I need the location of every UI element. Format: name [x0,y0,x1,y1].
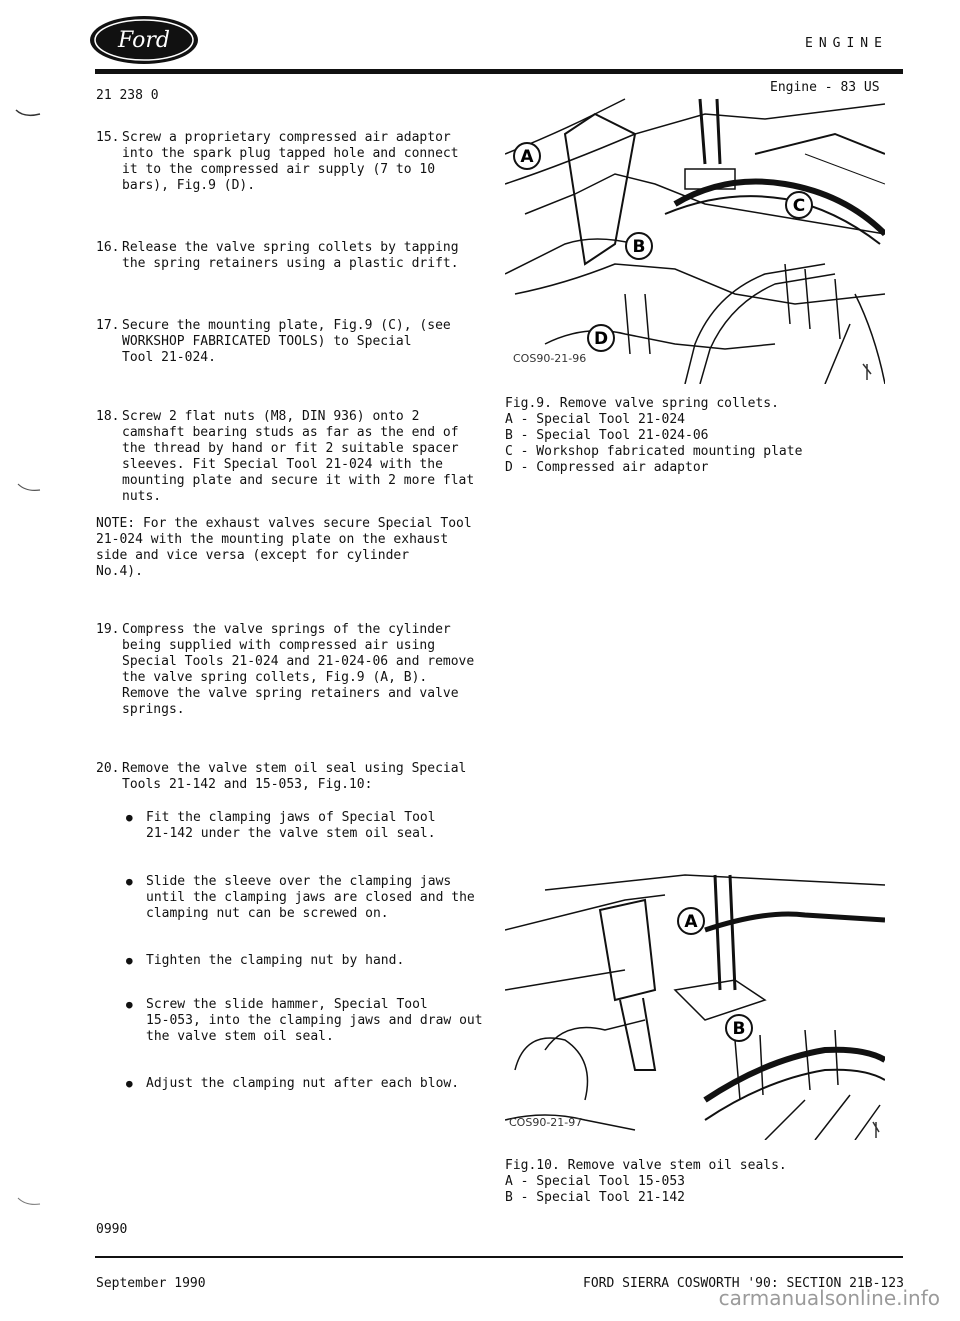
bullet-item [126,810,496,842]
step-18 [96,409,496,505]
page-subtitle: Engine - 83 US [770,80,880,95]
step-number: 17. [96,318,120,333]
step-19 [96,622,496,718]
step-15 [96,130,496,194]
bullet-item [126,953,496,969]
step-text: Remove the valve stem oil seal using Special Tools 21-142 and 15-053, Fig.10: [122,761,467,792]
step-number: 16. [96,240,120,255]
fig10-label-b: B [732,1019,746,1039]
brand-text: Ford [118,28,170,53]
fig9-label-b: B [632,237,646,257]
step-text: Screw 2 flat nuts (M8, DIN 936) onto 2 camshaft bearing studs as far as the end of the thread by hand or fit 2 suitable spacer sleeves. Fit Special Tool 21-024 with the mounting plate and secure it with 2 more flat nuts. [122,409,475,504]
bullet-text: Adjust the clamping nut after each blow. [146,1076,460,1091]
margin-mark [14,1196,44,1208]
section-title: ENGINE [805,36,888,51]
step-text: Screw a proprietary compressed air adaptor into the spark plug tapped hole and connect it to the compressed air supply (7 to 10 bars), Fig.9 (D). [122,130,459,193]
bullet-item [126,1076,496,1092]
step-text: Release the valve spring collets by tapping the spring retainers using a plastic drift. [122,240,459,271]
figure-9-caption: Fig.9. Remove valve spring collets. A - Special Tool 21-024 B - Special Tool 21-024-06 C - Workshop fabricated mounting plate D - Compressed air adaptor [505,396,803,475]
header-rule [95,69,903,74]
step-number: 18. [96,409,120,424]
bullet-icon: ● [126,1077,133,1090]
bullet-icon: ● [126,811,133,824]
ford-logo [88,14,200,66]
bullet-text: Slide the sleeve over the clamping jaws until the clamping jaws are closed and the clamping nut can be screwed on. [146,874,475,921]
margin-mark [14,108,44,120]
footer-date: September 1990 [96,1276,206,1291]
margin-mark [14,482,44,494]
fig9-label-d: D [593,329,609,349]
fig10-code: COS90-21-97 [509,1116,583,1129]
step-number: 15. [96,130,120,145]
note: NOTE: For the exhaust valves secure Special Tool 21-024 with the mounting plate on the exhaust side and vice versa (except for cylinder No.4). [96,516,472,579]
footer-section: FORD SIERRA COSWORTH '90: SECTION 21B-123 [583,1276,904,1291]
figure-10-illustration [505,870,885,1140]
fig9-label-c: C [792,196,806,216]
bullet-text: Screw the slide hammer, Special Tool 15-053, into the clamping jaws and draw out the valve stem oil seal. [146,997,483,1044]
step-text: Secure the mounting plate, Fig.9 (C), (see WORKSHOP FABRICATED TOOLS) to Special Tool 21-024. [122,318,451,365]
bullet-item [126,997,496,1045]
doc-number: 21 238 0 [96,88,159,103]
fig10-arrow-icon [873,1122,879,1138]
step-20 [96,761,496,793]
footer-rule [95,1256,903,1258]
fig10-label-a: A [684,912,698,932]
step-number: 19. [96,622,120,637]
page-code: 0990 [96,1222,128,1237]
step-text: Compress the valve springs of the cylinder being supplied with compressed air using Special Tools 21-024 and 21-024-06 and remove the valve spring collets, Fig.9 (A, B). Remove the valve spring retainers and valve springs. [122,622,475,717]
step-17 [96,318,496,366]
figure-10-caption: Fig.10. Remove valve stem oil seals. A - Special Tool 15-053 B - Special Tool 21-142 [505,1158,787,1205]
bullet-item [126,874,496,922]
watermark[interactable]: carmanualsonline.info [718,1286,940,1310]
bullet-icon: ● [126,954,133,967]
bullet-icon: ● [126,998,133,1011]
fig9-arrow-icon [863,364,871,380]
fig9-code: COS90-21-96 [513,352,587,365]
figure-9-illustration [505,94,885,384]
step-number: 20. [96,761,120,776]
bullet-icon: ● [126,875,133,888]
fig9-label-a: A [520,147,534,167]
bullet-text: Tighten the clamping nut by hand. [146,953,405,968]
step-16 [96,240,496,272]
bullet-text: Fit the clamping jaws of Special Tool 21-142 under the valve stem oil seal. [146,810,436,841]
